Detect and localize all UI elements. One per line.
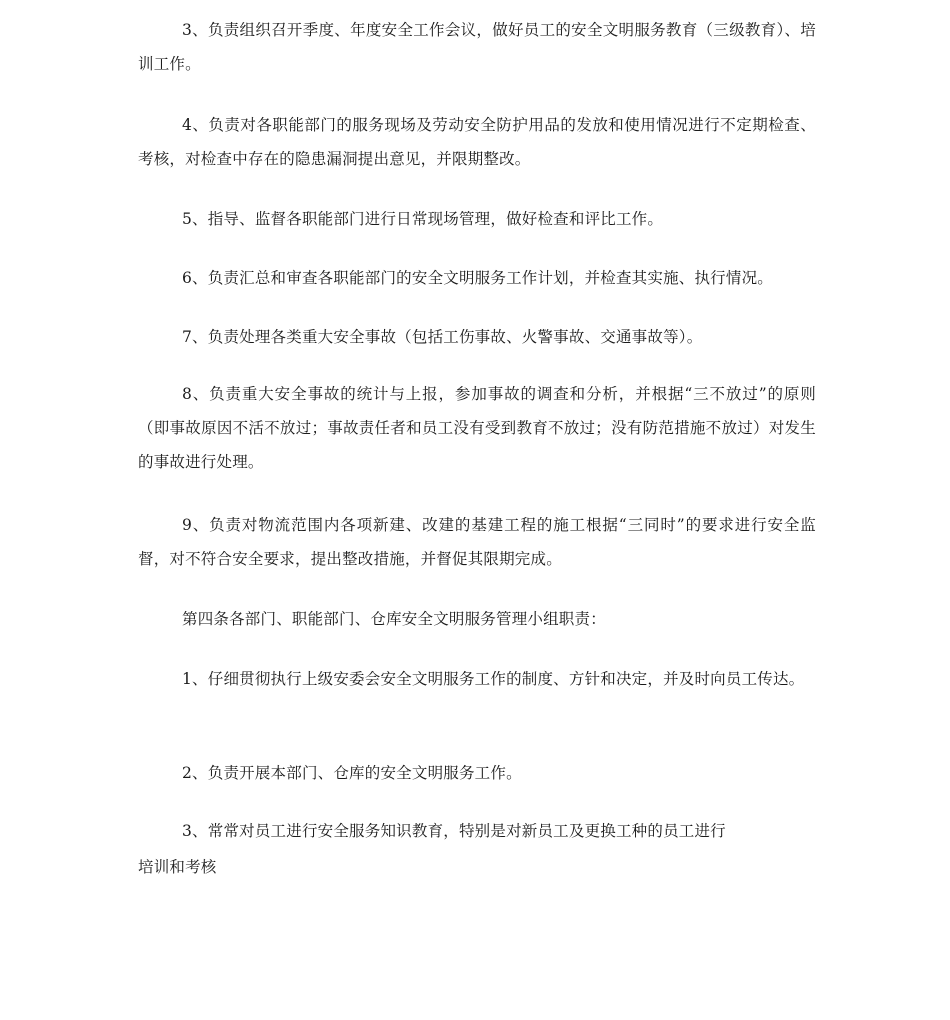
paragraph-item-s4-2: 2、负责开展本部门、仓库的安全文明服务工作。 — [182, 764, 522, 782]
paragraph-item-9: 9、负责对物流范围内各项新建、改建的基建工程的施工根据“三同时”的要求进行安全监督，对不符合安全要求，提出整改措施，并督促其限期完成。 — [138, 516, 816, 568]
section-heading-article-4: 第四条各部门、职能部门、仓库安全文明服务管理小组职责： — [182, 610, 606, 628]
paragraph-item-s4-3: 3、常常对员工进行安全服务知识教育，特别是对新员工及更换工种的员工进行 — [182, 822, 726, 840]
paragraph-item-s4-1: 1、仔细贯彻执行上级安委会安全文明服务工作的制度、方针和决定，并及时向员工传达。 — [182, 670, 805, 688]
paragraph-item-5: 5、指导、监督各职能部门进行日常现场管理，做好检查和评比工作。 — [182, 210, 664, 228]
paragraph-item-6: 6、负责汇总和审查各职能部门的安全文明服务工作计划，并检查其实施、执行情况。 — [182, 269, 773, 287]
paragraph-item-3: 3、负责组织召开季度、年度安全工作会议，做好员工的安全文明服务教育（三级教育）、培训工作。 — [138, 21, 816, 73]
paragraph-item-7: 7、负责处理各类重大安全事故（包括工伤事故、火警事故、交通事故等）。 — [182, 328, 703, 346]
paragraph-item-4: 4、负责对各职能部门的服务现场及劳动安全防护用品的发放和使用情况进行不定期检查、考核，对检查中存在的隐患漏洞提出意见，并限期整改。 — [138, 116, 816, 168]
paragraph-item-8: 8、负责重大安全事故的统计与上报，参加事故的调查和分析，并根据“三不放过”的原则（即事故原因不活不放过；事故责任者和员工没有受到教育不放过；没有防范措施不放过）对发生的事故进行处理。 — [138, 385, 816, 471]
paragraph-continuation: 培训和考核 — [138, 858, 217, 876]
